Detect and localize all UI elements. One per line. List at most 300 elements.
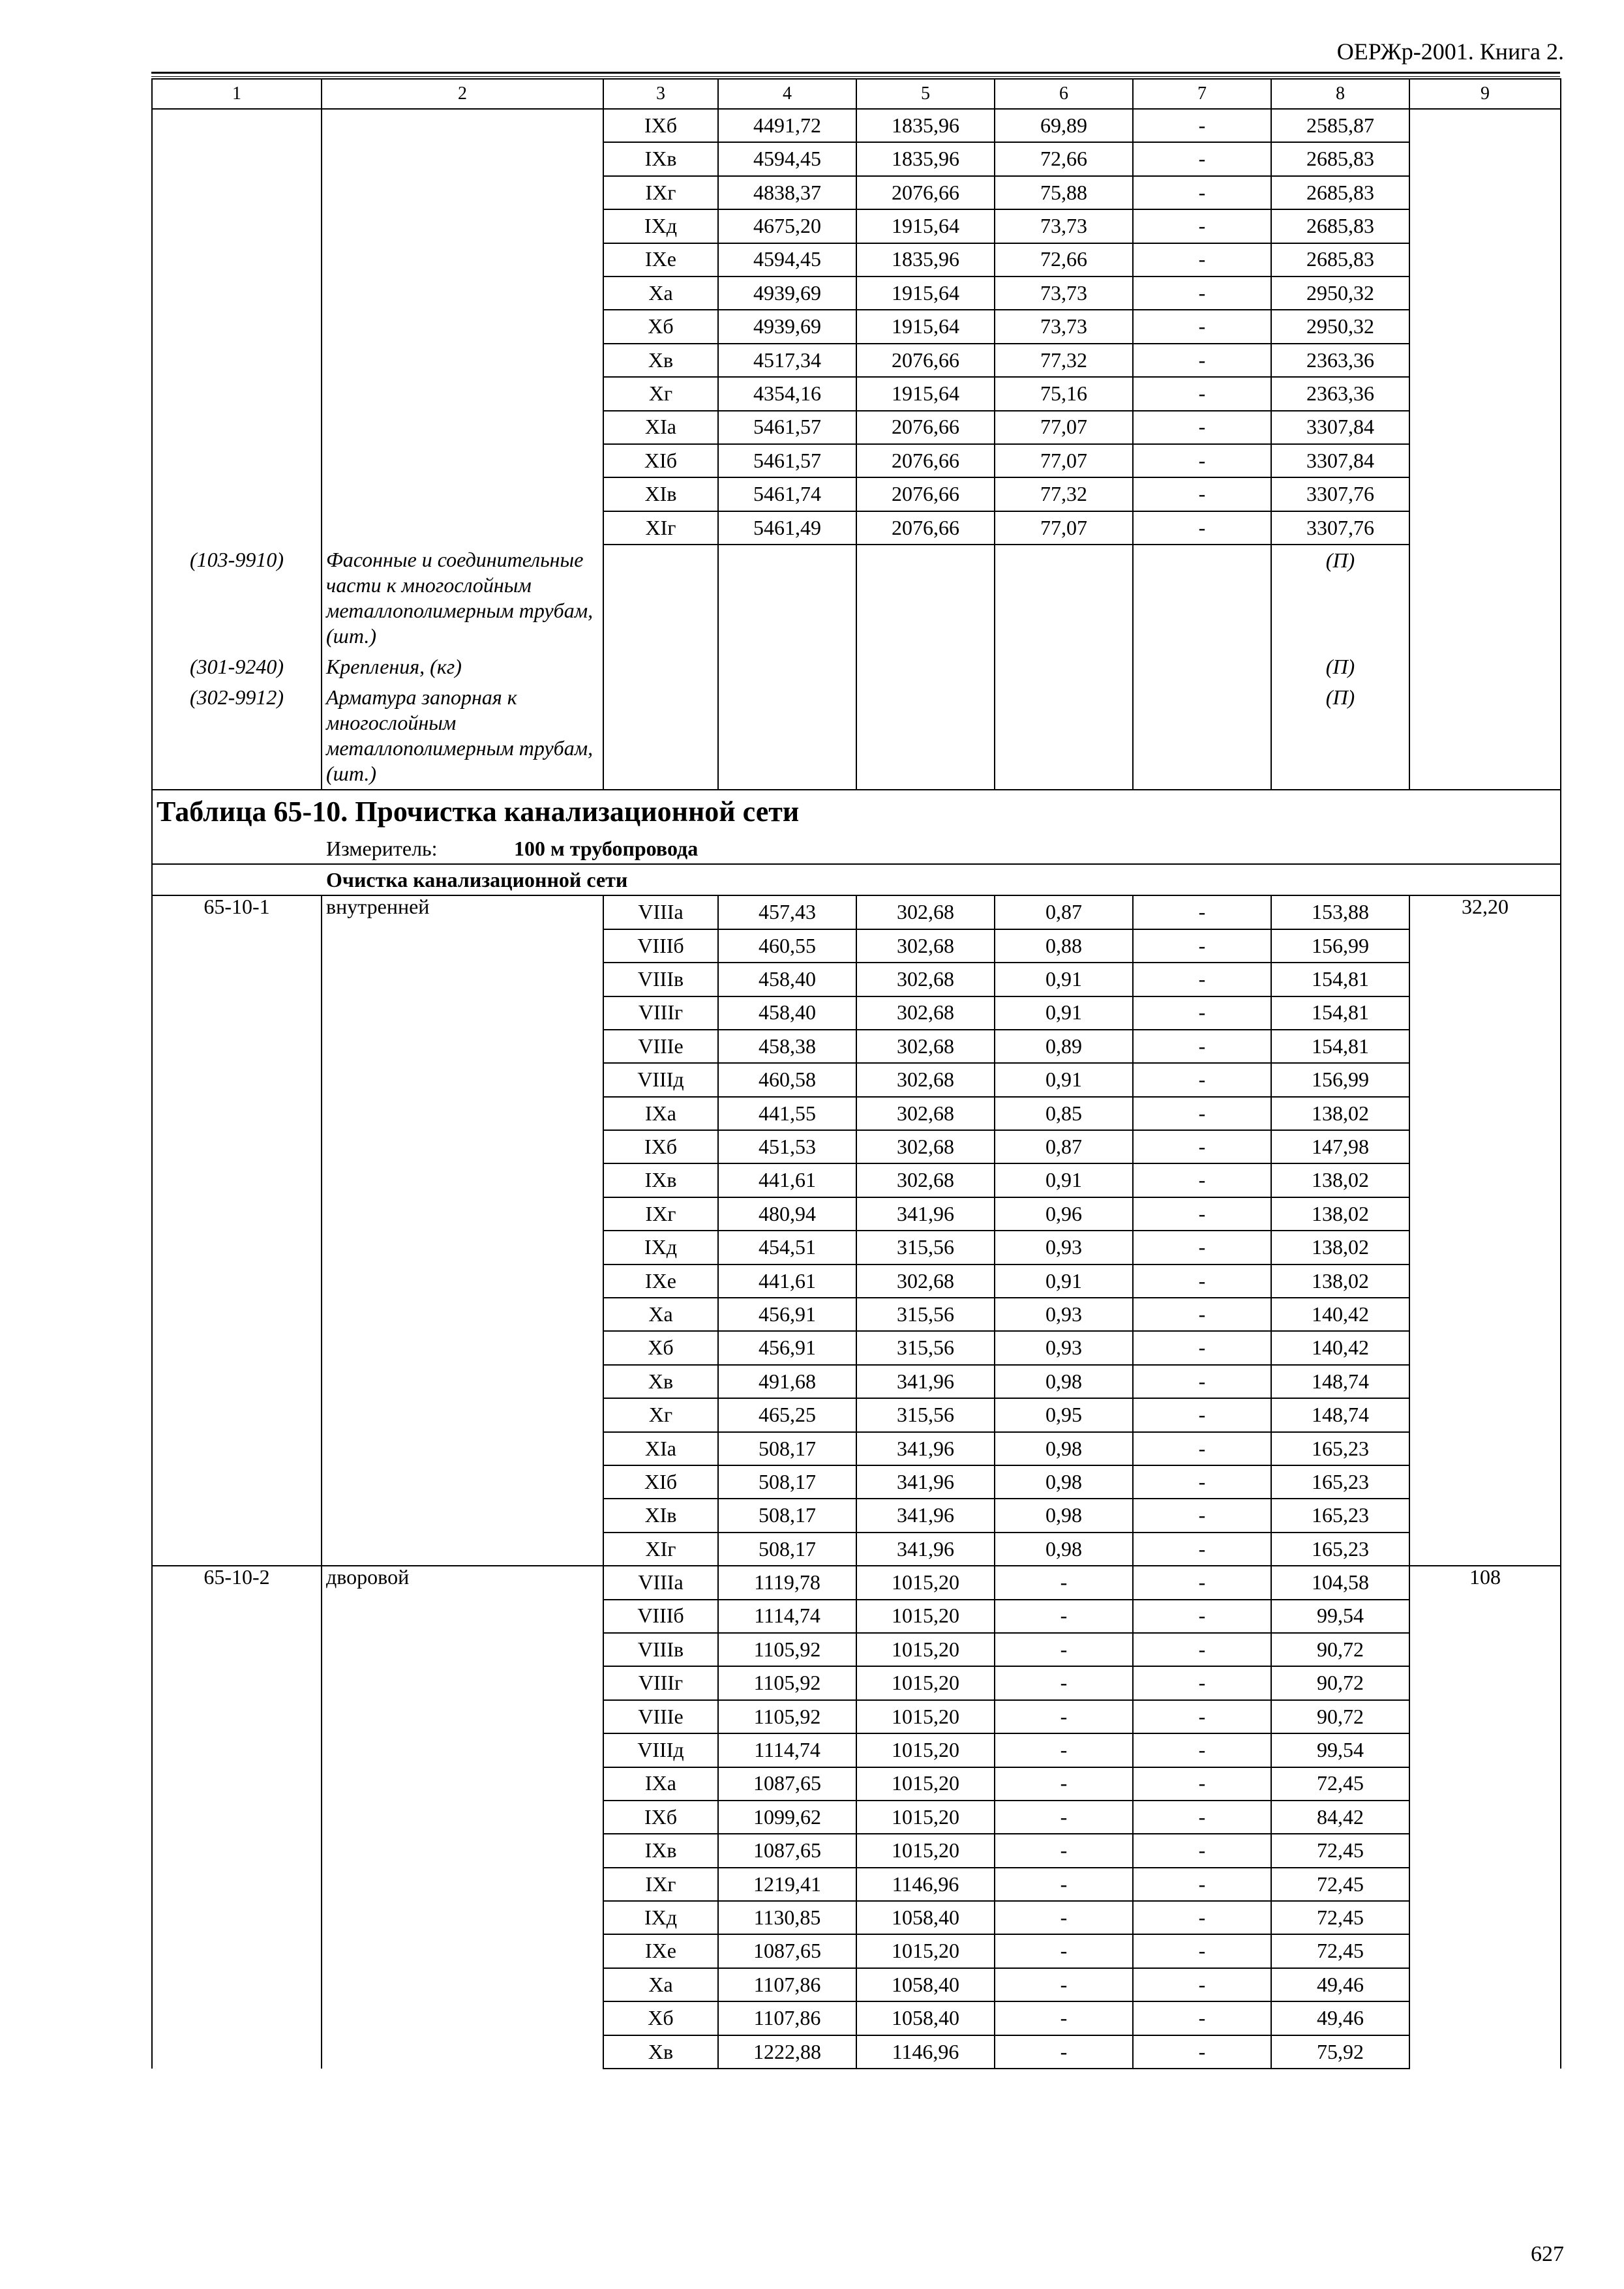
resource-code: (103-9910) — [152, 545, 322, 651]
materials-cost-cell: 2363,36 — [1271, 377, 1409, 410]
materials-cost-cell: 3307,84 — [1271, 444, 1409, 477]
table-row — [152, 109, 1561, 142]
machine-cost-cell: - — [995, 1968, 1133, 2001]
total-cost-cell: 1130,85 — [718, 1901, 856, 1934]
materials-cost-cell: 2685,83 — [1271, 142, 1409, 175]
machine-cost-cell: - — [995, 1934, 1133, 1967]
machine-cost-cell: 77,07 — [995, 444, 1133, 477]
driver-cost-cell: - — [1133, 1533, 1271, 1566]
total-cost-cell: 1119,78 — [718, 1566, 856, 1599]
materials-cost-cell: 72,45 — [1271, 1934, 1409, 1967]
zone-cell: IXе — [603, 1264, 718, 1298]
labor-cost-cell: 302,68 — [856, 929, 995, 963]
labor-cost-cell: 1015,20 — [856, 1834, 995, 1867]
materials-cost-cell: 2363,36 — [1271, 344, 1409, 377]
materials-cost-cell: 154,81 — [1271, 963, 1409, 996]
zone-cell: VIIIа — [603, 895, 718, 929]
labor-cost-cell: 2076,66 — [856, 344, 995, 377]
zone-cell: IXа — [603, 1097, 718, 1130]
zone-cell: IXд — [603, 1901, 718, 1934]
total-cost-cell: 508,17 — [718, 1499, 856, 1532]
machine-cost-cell: 0,98 — [995, 1499, 1133, 1532]
zone-cell: XIг — [603, 1533, 718, 1566]
empty-cell — [603, 545, 718, 651]
driver-cost-cell: - — [1133, 1968, 1271, 2001]
labor-cost-cell: 1015,20 — [856, 1700, 995, 1733]
meter — [152, 833, 1561, 864]
labor-cost-cell: 341,96 — [856, 1533, 995, 1566]
total-cost-cell: 458,40 — [718, 963, 856, 996]
materials-cost-cell: 148,74 — [1271, 1365, 1409, 1398]
machine-cost-cell: 0,95 — [995, 1398, 1133, 1431]
driver-cost-cell: - — [1133, 1901, 1271, 1934]
driver-cost-cell: - — [1133, 511, 1271, 545]
total-cost-cell: 480,94 — [718, 1197, 856, 1231]
empty-cell — [856, 545, 995, 651]
labor-cost-cell: 1015,20 — [856, 1801, 995, 1834]
materials-cost-cell: 154,81 — [1271, 1030, 1409, 1063]
driver-cost-cell: - — [1133, 1197, 1271, 1231]
machine-cost-cell: 0,91 — [995, 996, 1133, 1030]
zone-cell: Xа — [603, 277, 718, 310]
zone-cell: VIIIб — [603, 1600, 718, 1633]
labor-cost-cell: 1015,20 — [856, 1767, 995, 1801]
resource-code: (302-9912) — [152, 682, 322, 790]
column-header: 6 — [995, 79, 1133, 109]
driver-cost-cell: - — [1133, 209, 1271, 243]
zone-cell: Xв — [603, 344, 718, 377]
resource-row — [152, 651, 1561, 682]
materials-cost-cell: 2950,32 — [1271, 277, 1409, 310]
machine-cost-cell: 0,98 — [995, 1365, 1133, 1398]
labor-cost-cell: 1058,40 — [856, 1968, 995, 2001]
driver-cost-cell: - — [1133, 243, 1271, 277]
materials-cost-cell: 72,45 — [1271, 1901, 1409, 1934]
table-row — [152, 1566, 1561, 1599]
total-cost-cell: 4491,72 — [718, 109, 856, 142]
machine-cost-cell: - — [995, 1901, 1133, 1934]
empty-cell — [1133, 682, 1271, 790]
item-code — [152, 109, 322, 545]
machine-cost-cell: 0,85 — [995, 1097, 1133, 1130]
price-table — [151, 78, 1561, 2069]
column-header: 8 — [1271, 79, 1409, 109]
total-cost-cell: 5461,74 — [718, 477, 856, 511]
resource-mark: (П) — [1271, 651, 1409, 682]
total-cost-cell: 4354,16 — [718, 377, 856, 410]
total-cost-cell: 4517,34 — [718, 344, 856, 377]
zone-cell: IXв — [603, 1163, 718, 1197]
labor-cost-cell: 1915,64 — [856, 377, 995, 410]
zone-cell: Xг — [603, 1398, 718, 1431]
driver-cost-cell: - — [1133, 310, 1271, 343]
materials-cost-cell: 2950,32 — [1271, 310, 1409, 343]
materials-cost-cell: 156,99 — [1271, 929, 1409, 963]
labor-cost-cell: 1015,20 — [856, 1666, 995, 1699]
driver-cost-cell: - — [1133, 377, 1271, 410]
materials-cost-cell: 138,02 — [1271, 1197, 1409, 1231]
resource-mark: (П) — [1271, 545, 1409, 651]
materials-cost-cell: 2685,83 — [1271, 209, 1409, 243]
total-cost-cell: 4939,69 — [718, 277, 856, 310]
meter-row — [152, 833, 1561, 864]
zone-cell: Xа — [603, 1968, 718, 2001]
driver-cost-cell: - — [1133, 1733, 1271, 1767]
total-cost-cell: 4939,69 — [718, 310, 856, 343]
total-cost-cell: 1087,65 — [718, 1934, 856, 1967]
materials-cost-cell: 2585,87 — [1271, 109, 1409, 142]
column-header-row — [152, 79, 1561, 109]
empty-cell — [718, 651, 856, 682]
materials-cost-cell: 148,74 — [1271, 1398, 1409, 1431]
column-header: 1 — [152, 79, 322, 109]
table-title: Таблица 65-10. Прочистка канализационной сети — [152, 790, 1561, 833]
materials-cost-cell: 49,46 — [1271, 2001, 1409, 2035]
total-cost-cell: 4594,45 — [718, 142, 856, 175]
section-title: Очистка канализационной сети — [152, 864, 1561, 895]
zone-cell: VIIIе — [603, 1030, 718, 1063]
labor-cost-cell: 1015,20 — [856, 1600, 995, 1633]
empty-cell — [995, 651, 1133, 682]
machine-cost-cell: 0,93 — [995, 1331, 1133, 1364]
zone-cell: VIIIг — [603, 996, 718, 1030]
driver-cost-cell: - — [1133, 411, 1271, 444]
materials-cost-cell: 49,46 — [1271, 1968, 1409, 2001]
materials-cost-cell: 138,02 — [1271, 1163, 1409, 1197]
machine-cost-cell: 0,88 — [995, 929, 1133, 963]
machine-cost-cell: 77,32 — [995, 344, 1133, 377]
driver-cost-cell: - — [1133, 1231, 1271, 1264]
machine-cost-cell: - — [995, 2035, 1133, 2069]
driver-cost-cell: - — [1133, 1566, 1271, 1599]
total-cost-cell: 1087,65 — [718, 1834, 856, 1867]
driver-cost-cell: - — [1133, 1063, 1271, 1096]
machine-cost-cell: 75,88 — [995, 176, 1133, 209]
driver-cost-cell: - — [1133, 444, 1271, 477]
zone-cell: IXд — [603, 1231, 718, 1264]
machine-cost-cell: - — [995, 2001, 1133, 2035]
driver-cost-cell: - — [1133, 1767, 1271, 1801]
materials-cost-cell: 3307,76 — [1271, 477, 1409, 511]
zone-cell: IXб — [603, 1801, 718, 1834]
section-row — [152, 864, 1561, 895]
resource-name: Фасонные и соединительные части к многослойным металлополимерным трубам, (шт.) — [322, 545, 603, 651]
table-row — [152, 895, 1561, 929]
resource-row — [152, 682, 1561, 790]
zone-cell: VIIIд — [603, 1733, 718, 1767]
driver-cost-cell: - — [1133, 1868, 1271, 1901]
materials-cost-cell: 75,92 — [1271, 2035, 1409, 2069]
total-cost-cell: 456,91 — [718, 1298, 856, 1331]
labor-cost-cell: 1015,20 — [856, 1733, 995, 1767]
machine-cost-cell: - — [995, 1666, 1133, 1699]
zone-cell: XIв — [603, 477, 718, 511]
labor-cost-cell: 302,68 — [856, 963, 995, 996]
zone-cell: XIб — [603, 444, 718, 477]
total-cost-cell: 4838,37 — [718, 176, 856, 209]
empty-cell — [856, 651, 995, 682]
column-header: 4 — [718, 79, 856, 109]
total-cost-cell: 1099,62 — [718, 1801, 856, 1834]
driver-cost-cell: - — [1133, 1163, 1271, 1197]
total-cost-cell: 491,68 — [718, 1365, 856, 1398]
total-cost-cell: 1114,74 — [718, 1733, 856, 1767]
labor-cost-cell: 302,68 — [856, 1097, 995, 1130]
labor-cost-cell: 302,68 — [856, 1063, 995, 1096]
empty-cell — [603, 651, 718, 682]
zone-cell: VIIIв — [603, 1633, 718, 1666]
zone-cell: IXв — [603, 1834, 718, 1867]
total-cost-cell: 456,91 — [718, 1331, 856, 1364]
driver-cost-cell: - — [1133, 2001, 1271, 2035]
page-header: ОЕРЖр-2001. Книга 2. — [1336, 38, 1564, 65]
machine-cost-cell: 73,73 — [995, 310, 1133, 343]
total-cost-cell: 465,25 — [718, 1398, 856, 1431]
driver-cost-cell: - — [1133, 1331, 1271, 1364]
labor-cost-cell: 1835,96 — [856, 142, 995, 175]
zone-cell: IXб — [603, 109, 718, 142]
zone-cell: IXг — [603, 1868, 718, 1901]
driver-cost-cell: - — [1133, 996, 1271, 1030]
machine-cost-cell: 0,91 — [995, 1163, 1133, 1197]
labor-cost-cell: 1015,20 — [856, 1566, 995, 1599]
item-name: дворовой — [322, 1566, 603, 2069]
zone-cell: VIIIг — [603, 1666, 718, 1699]
materials-cost-cell: 2685,83 — [1271, 243, 1409, 277]
labor-cost-cell: 2076,66 — [856, 511, 995, 545]
item-name: внутренней — [322, 895, 603, 1566]
total-cost-cell: 457,43 — [718, 895, 856, 929]
column-header: 5 — [856, 79, 995, 109]
driver-cost-cell: - — [1133, 1834, 1271, 1867]
total-cost-cell: 508,17 — [718, 1432, 856, 1465]
machine-cost-cell: 0,91 — [995, 1264, 1133, 1298]
zone-cell: IXб — [603, 1130, 718, 1163]
total-cost-cell: 1107,86 — [718, 1968, 856, 2001]
total-cost-cell: 1087,65 — [718, 1767, 856, 1801]
machine-cost-cell: 72,66 — [995, 243, 1133, 277]
machine-cost-cell: - — [995, 1600, 1133, 1633]
zone-cell: Xа — [603, 1298, 718, 1331]
total-cost-cell: 460,58 — [718, 1063, 856, 1096]
zone-cell: IXд — [603, 209, 718, 243]
labor-cost-cell: 1058,40 — [856, 2001, 995, 2035]
machine-cost-cell: 77,07 — [995, 411, 1133, 444]
materials-cost-cell: 140,42 — [1271, 1298, 1409, 1331]
materials-cost-cell: 99,54 — [1271, 1733, 1409, 1767]
materials-cost-cell: 99,54 — [1271, 1600, 1409, 1633]
empty-cell — [718, 682, 856, 790]
machine-cost-cell: 0,98 — [995, 1465, 1133, 1499]
table-title-row — [152, 790, 1561, 833]
materials-cost-cell: 156,99 — [1271, 1063, 1409, 1096]
materials-cost-cell: 3307,84 — [1271, 411, 1409, 444]
labor-cost-cell: 341,96 — [856, 1197, 995, 1231]
labor-hours-cell: 108 — [1409, 1566, 1561, 2069]
meter-value: 100 м трубопровода — [514, 836, 699, 860]
total-cost-cell: 458,38 — [718, 1030, 856, 1063]
driver-cost-cell: - — [1133, 1700, 1271, 1733]
driver-cost-cell: - — [1133, 895, 1271, 929]
item-code: 65-10-2 — [152, 1566, 322, 2069]
driver-cost-cell: - — [1133, 1365, 1271, 1398]
zone-cell: VIIIб — [603, 929, 718, 963]
total-cost-cell: 441,61 — [718, 1264, 856, 1298]
driver-cost-cell: - — [1133, 1600, 1271, 1633]
zone-cell: IXг — [603, 176, 718, 209]
labor-hours-cell — [1409, 109, 1561, 545]
labor-cost-cell: 302,68 — [856, 1030, 995, 1063]
machine-cost-cell: 77,07 — [995, 511, 1133, 545]
total-cost-cell: 1114,74 — [718, 1600, 856, 1633]
materials-cost-cell: 72,45 — [1271, 1834, 1409, 1867]
resource-name: Крепления, (кг) — [322, 651, 603, 682]
materials-cost-cell: 3307,76 — [1271, 511, 1409, 545]
zone-cell: XIа — [603, 411, 718, 444]
header-rule — [151, 72, 1560, 74]
labor-cost-cell: 1058,40 — [856, 1901, 995, 1934]
empty-cell — [1409, 651, 1561, 682]
machine-cost-cell: 0,93 — [995, 1231, 1133, 1264]
labor-cost-cell: 1915,64 — [856, 310, 995, 343]
materials-cost-cell: 153,88 — [1271, 895, 1409, 929]
materials-cost-cell: 138,02 — [1271, 1097, 1409, 1130]
total-cost-cell: 4675,20 — [718, 209, 856, 243]
labor-cost-cell: 341,96 — [856, 1365, 995, 1398]
machine-cost-cell: 0,98 — [995, 1432, 1133, 1465]
machine-cost-cell: 73,73 — [995, 277, 1133, 310]
column-header: 7 — [1133, 79, 1271, 109]
resource-mark: (П) — [1271, 682, 1409, 790]
zone-cell: XIб — [603, 1465, 718, 1499]
column-header: 2 — [322, 79, 603, 109]
materials-cost-cell: 147,98 — [1271, 1130, 1409, 1163]
materials-cost-cell: 140,42 — [1271, 1331, 1409, 1364]
labor-cost-cell: 302,68 — [856, 1163, 995, 1197]
total-cost-cell: 5461,49 — [718, 511, 856, 545]
empty-cell — [1409, 682, 1561, 790]
labor-cost-cell: 302,68 — [856, 895, 995, 929]
zone-cell: VIIIд — [603, 1063, 718, 1096]
driver-cost-cell: - — [1133, 1666, 1271, 1699]
page-number: 627 — [1531, 2242, 1564, 2266]
zone-cell: IXв — [603, 142, 718, 175]
materials-cost-cell: 72,45 — [1271, 1868, 1409, 1901]
machine-cost-cell: - — [995, 1767, 1133, 1801]
driver-cost-cell: - — [1133, 1801, 1271, 1834]
driver-cost-cell: - — [1133, 142, 1271, 175]
driver-cost-cell: - — [1133, 1264, 1271, 1298]
total-cost-cell: 508,17 — [718, 1465, 856, 1499]
machine-cost-cell: - — [995, 1834, 1133, 1867]
labor-cost-cell: 315,56 — [856, 1231, 995, 1264]
item-name — [322, 109, 603, 545]
labor-cost-cell: 315,56 — [856, 1298, 995, 1331]
zone-cell: Xб — [603, 310, 718, 343]
machine-cost-cell: 0,91 — [995, 963, 1133, 996]
resource-name: Арматура запорная к многослойным металлополимерным трубам, (шт.) — [322, 682, 603, 790]
materials-cost-cell: 90,72 — [1271, 1633, 1409, 1666]
labor-cost-cell: 341,96 — [856, 1499, 995, 1532]
machine-cost-cell: - — [995, 1733, 1133, 1767]
driver-cost-cell: - — [1133, 1499, 1271, 1532]
labor-cost-cell: 2076,66 — [856, 411, 995, 444]
labor-cost-cell: 315,56 — [856, 1331, 995, 1364]
zone-cell: IXа — [603, 1767, 718, 1801]
machine-cost-cell: 72,66 — [995, 142, 1133, 175]
total-cost-cell: 1219,41 — [718, 1868, 856, 1901]
driver-cost-cell: - — [1133, 277, 1271, 310]
total-cost-cell: 5461,57 — [718, 444, 856, 477]
labor-cost-cell: 1835,96 — [856, 243, 995, 277]
labor-cost-cell: 1835,96 — [856, 109, 995, 142]
column-header: 3 — [603, 79, 718, 109]
empty-cell — [995, 545, 1133, 651]
labor-cost-cell: 1015,20 — [856, 1934, 995, 1967]
zone-cell: XIг — [603, 511, 718, 545]
labor-cost-cell: 1915,64 — [856, 209, 995, 243]
machine-cost-cell: - — [995, 1868, 1133, 1901]
item-code: 65-10-1 — [152, 895, 322, 1566]
labor-cost-cell: 2076,66 — [856, 176, 995, 209]
machine-cost-cell: 0,87 — [995, 895, 1133, 929]
labor-cost-cell: 1015,20 — [856, 1633, 995, 1666]
total-cost-cell: 1107,86 — [718, 2001, 856, 2035]
labor-cost-cell: 302,68 — [856, 1130, 995, 1163]
empty-cell — [995, 682, 1133, 790]
machine-cost-cell: 0,93 — [995, 1298, 1133, 1331]
empty-cell — [1409, 545, 1561, 651]
materials-cost-cell: 165,23 — [1271, 1533, 1409, 1566]
driver-cost-cell: - — [1133, 1432, 1271, 1465]
zone-cell: VIIIв — [603, 963, 718, 996]
driver-cost-cell: - — [1133, 1934, 1271, 1967]
driver-cost-cell: - — [1133, 344, 1271, 377]
machine-cost-cell: - — [995, 1633, 1133, 1666]
machine-cost-cell: 0,98 — [995, 1533, 1133, 1566]
zone-cell: IXе — [603, 1934, 718, 1967]
driver-cost-cell: - — [1133, 176, 1271, 209]
labor-cost-cell: 2076,66 — [856, 444, 995, 477]
zone-cell: VIIIе — [603, 1700, 718, 1733]
driver-cost-cell: - — [1133, 477, 1271, 511]
resource-row — [152, 545, 1561, 651]
labor-cost-cell: 302,68 — [856, 996, 995, 1030]
machine-cost-cell: 69,89 — [995, 109, 1133, 142]
zone-cell: Xб — [603, 1331, 718, 1364]
total-cost-cell: 441,55 — [718, 1097, 856, 1130]
labor-cost-cell: 1915,64 — [856, 277, 995, 310]
zone-cell: XIа — [603, 1432, 718, 1465]
machine-cost-cell: 0,89 — [995, 1030, 1133, 1063]
materials-cost-cell: 90,72 — [1271, 1666, 1409, 1699]
driver-cost-cell: - — [1133, 1130, 1271, 1163]
empty-cell — [1133, 651, 1271, 682]
total-cost-cell: 5461,57 — [718, 411, 856, 444]
zone-cell: XIв — [603, 1499, 718, 1532]
driver-cost-cell: - — [1133, 1097, 1271, 1130]
materials-cost-cell: 84,42 — [1271, 1801, 1409, 1834]
zone-cell: Xв — [603, 2035, 718, 2069]
machine-cost-cell: - — [995, 1801, 1133, 1834]
total-cost-cell: 1222,88 — [718, 2035, 856, 2069]
column-header: 9 — [1409, 79, 1561, 109]
machine-cost-cell: 0,87 — [995, 1130, 1133, 1163]
total-cost-cell: 441,61 — [718, 1163, 856, 1197]
header-rule-thin — [151, 76, 1560, 77]
empty-cell — [718, 545, 856, 651]
total-cost-cell: 454,51 — [718, 1231, 856, 1264]
